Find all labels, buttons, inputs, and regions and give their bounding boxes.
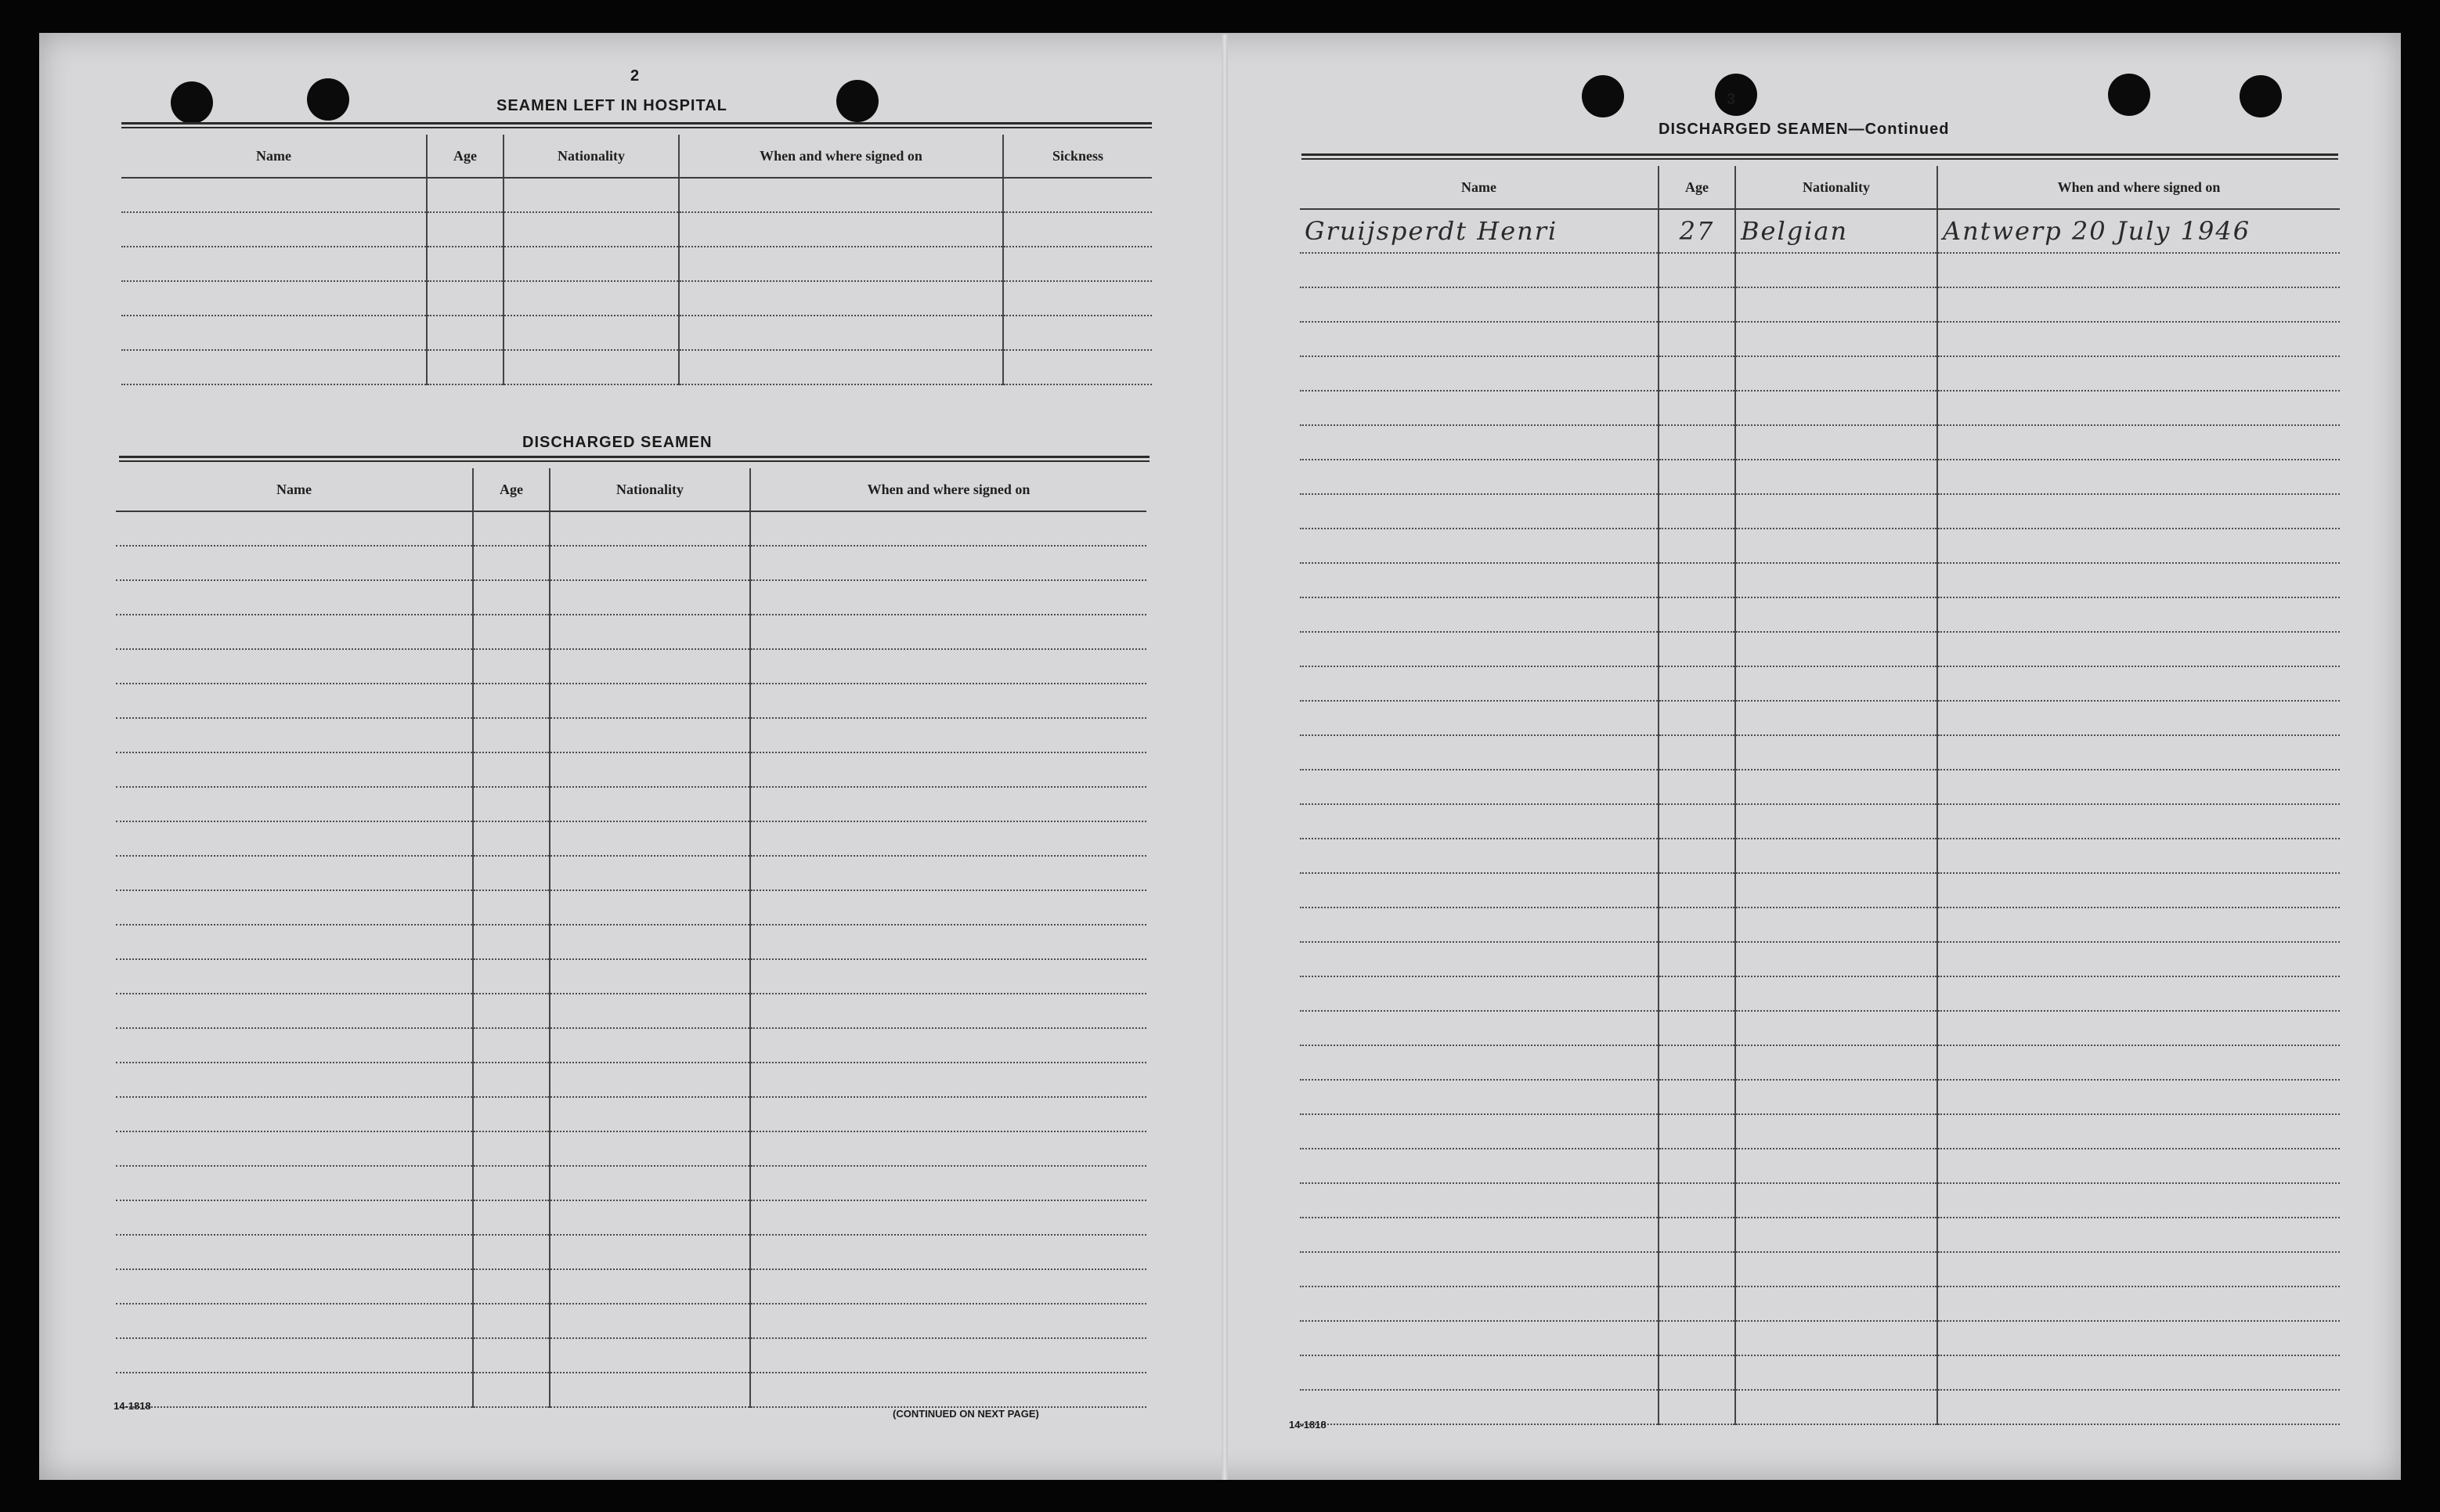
table-row [116,994,1146,1028]
rule-line [119,456,1150,462]
column-header-age: Age [473,468,550,511]
table-row [1300,735,2340,770]
table-row [116,1269,1146,1304]
table-row [116,615,1146,649]
column-header-name: Name [1300,166,1659,209]
column-header-signed-on: When and where signed on [750,468,1146,511]
table-row [116,890,1146,925]
table-row [116,925,1146,959]
table-row [116,821,1146,856]
section-title-discharged-continued: DISCHARGED SEAMEN—Continued [1659,121,1950,138]
table-row [1300,460,2340,494]
column-header-nationality: Nationality [550,468,750,511]
punch-hole [1715,74,1757,116]
table-row [116,718,1146,752]
rule-line [121,122,1152,128]
table-row [116,1235,1146,1269]
table-row [116,856,1146,890]
table-row [1300,597,2340,632]
table-row [1300,1011,2340,1045]
table-row [1300,1355,2340,1390]
table-row [1300,563,2340,597]
table-row [116,1304,1146,1338]
table-row [1300,873,2340,908]
punch-hole [2240,75,2282,117]
table-row [121,350,1152,384]
table-row [116,580,1146,615]
table-row [1300,425,2340,460]
punch-hole [307,78,349,121]
section-title-discharged: DISCHARGED SEAMEN [522,434,713,451]
table-row [1300,839,2340,873]
table-row [121,212,1152,247]
hospital-table [121,135,1152,385]
table-row [1300,976,2340,1011]
table-row [116,787,1146,821]
table-row [1300,701,2340,735]
table-row [116,1338,1146,1373]
table-row [1300,804,2340,839]
page-fold [1222,34,1228,1480]
entry-signed-on: Antwerp 20 July 1946 [1937,209,2340,253]
table-row [1300,908,2340,942]
form-number: 14-1818 [114,1400,151,1412]
form-number: 14-1818 [1289,1419,1326,1431]
table-row [1300,391,2340,425]
table-row [1300,666,2340,701]
section-title-hospital: SEAMEN LEFT IN HOSPITAL [496,97,727,114]
column-header-sickness: Sickness [1003,135,1152,178]
table-row [1300,529,2340,563]
punch-hole [171,81,213,124]
table-row [1300,1390,2340,1424]
discharged-continued-table [1300,166,2340,1425]
entry-name: Gruijsperdt Henri [1300,209,1659,253]
table-row [121,178,1152,212]
table-row [1300,1218,2340,1252]
column-header-signed-on: When and where signed on [1937,166,2340,209]
column-header-age: Age [427,135,504,178]
table-row [1300,209,2340,253]
page-number: 3 [1727,91,1736,108]
punch-hole [1582,75,1624,117]
table-row [116,546,1146,580]
page-number: 2 [630,67,640,85]
column-header-name: Name [116,468,473,511]
table-row [121,316,1152,350]
column-header-name: Name [121,135,427,178]
table-row [1300,1252,2340,1286]
table-row [116,1166,1146,1200]
table-row [1300,942,2340,976]
column-header-nationality: Nationality [1735,166,1937,209]
table-row [1300,1114,2340,1149]
column-header-nationality: Nationality [504,135,679,178]
table-row [1300,1080,2340,1114]
table-row [116,752,1146,787]
table-row [116,1200,1146,1235]
table-row [1300,632,2340,666]
table-row [1300,494,2340,529]
table-row [1300,1149,2340,1183]
entry-age: 27 [1659,209,1735,253]
table-row [116,649,1146,684]
table-row [116,511,1146,546]
column-header-age: Age [1659,166,1735,209]
table-row [116,1028,1146,1063]
table-row [1300,1183,2340,1218]
table-row [116,1373,1146,1407]
table-row [1300,770,2340,804]
table-row [1300,322,2340,356]
continued-note: (CONTINUED ON NEXT PAGE) [893,1408,1039,1420]
table-row [116,1063,1146,1097]
entry-nationality: Belgian [1735,209,1937,253]
table-row [1300,356,2340,391]
table-row [1300,1045,2340,1080]
punch-hole [2108,74,2150,116]
table-row [1300,1286,2340,1321]
table-row [116,1131,1146,1166]
table-row [121,247,1152,281]
table-row [121,281,1152,316]
table-row [1300,253,2340,287]
table-row [116,959,1146,994]
table-row [1300,287,2340,322]
punch-hole [836,80,879,122]
rule-line [1301,153,2338,160]
table-row [116,1097,1146,1131]
table-row [116,684,1146,718]
column-header-signed-on: When and where signed on [679,135,1003,178]
table-row [1300,1321,2340,1355]
discharged-table [116,468,1146,1408]
